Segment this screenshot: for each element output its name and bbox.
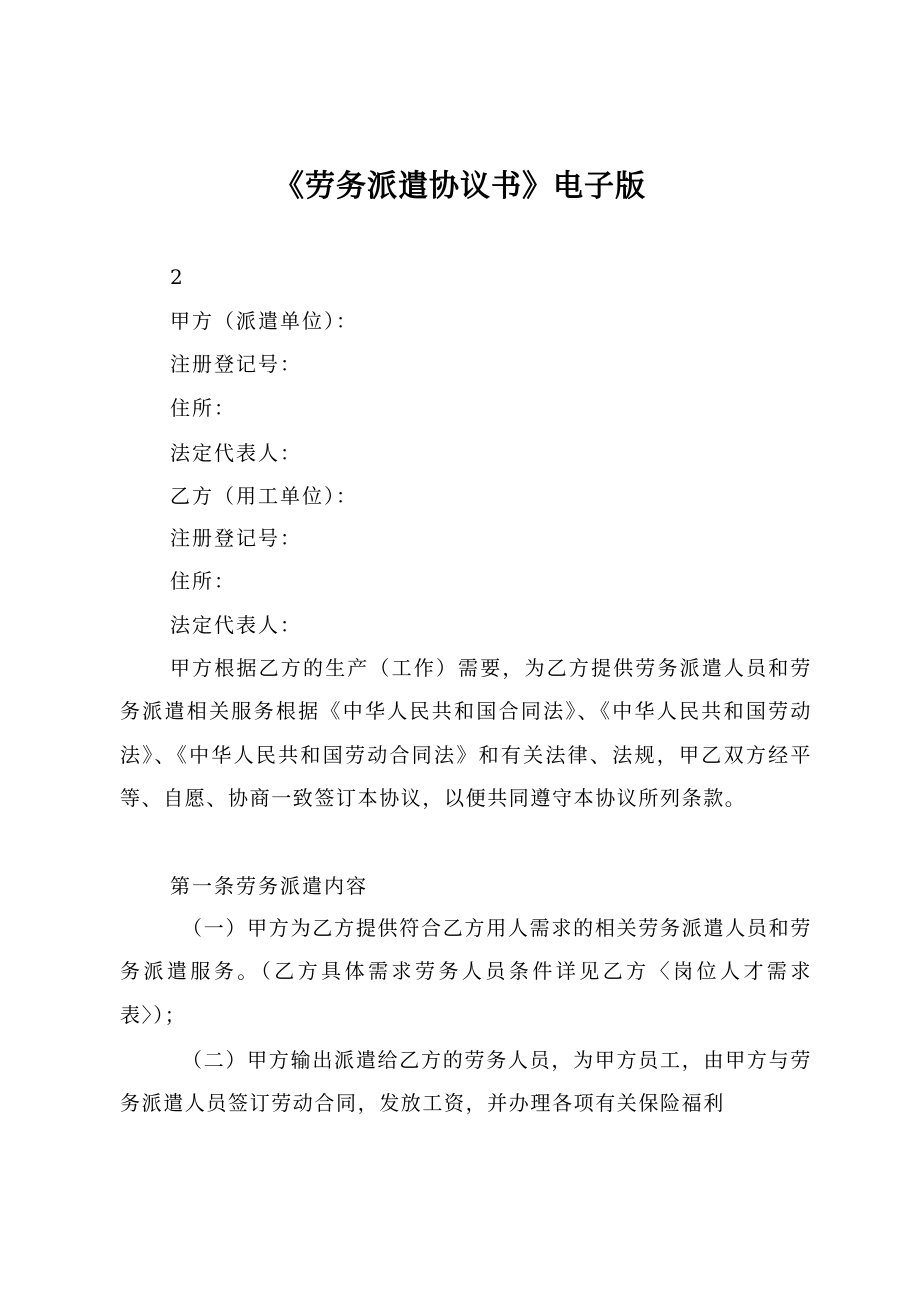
article-1-item-2: （二）甲方输出派遣给乙方的劳务人员，为甲方员工，由甲方与劳务派遣人员签订劳动合同，发放工资，并办理各项有关保险福利 <box>120 1048 812 1116</box>
party-a-registration-number: 注册登记号： <box>170 352 302 376</box>
party-b-legal-representative: 法定代表人： <box>170 613 302 637</box>
article-1-item-1: （一）甲方为乙方提供符合乙方用人需求的相关劳务派遣人员和劳务派遣服务。（乙方具体需求劳务人员条件详见乙方〈岗位人才需求表〉）； <box>120 916 812 1027</box>
party-a-label: 甲方（派遣单位）： <box>170 309 358 333</box>
party-b-registration-number: 注册登记号： <box>170 526 302 550</box>
page-marker: 2 <box>170 265 185 289</box>
party-b-label: 乙方（用工单位）： <box>170 484 358 508</box>
intro-paragraph: 甲方根据乙方的生产（工作）需要，为乙方提供劳务派遣人员和劳务派遣相关服务根据《中华人民共和国合同法》、《中华人民共和国劳动法》、《中华人民共和国劳动合同法》和有关法律、法规，甲乙双方经平等、自愿、协商一致签订本协议，以便共同遵守本协议所列条款。 <box>120 656 812 811</box>
party-a-address: 住所： <box>170 396 236 420</box>
document-title: 《劳务派遣协议书》电子版 <box>274 169 646 204</box>
article-1-heading: 第一条劳务派遣内容 <box>170 874 368 898</box>
party-a-legal-representative: 法定代表人： <box>170 441 302 465</box>
party-b-address: 住所： <box>170 569 236 593</box>
